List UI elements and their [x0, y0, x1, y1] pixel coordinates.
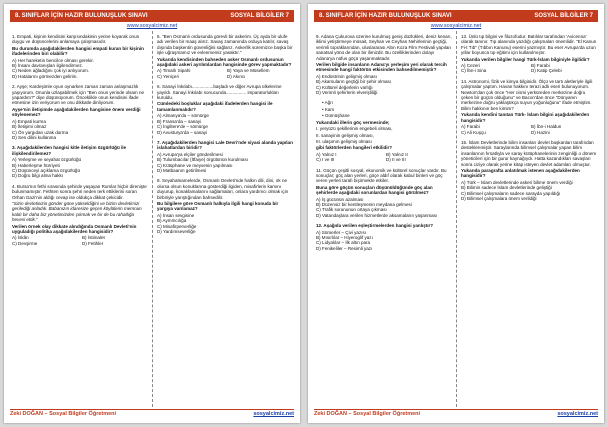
- option-d[interactable]: D) Doğru bilgi alma hakkı: [12, 173, 64, 179]
- question-10: [316, 100, 452, 162]
- option-a[interactable]: A) İskân: [12, 235, 29, 241]
- option-c[interactable]: C) İngiltere'de – sömürge: [157, 124, 208, 130]
- question-7: [157, 140, 293, 173]
- footer-site-link[interactable]: sosyalcimiz.net: [253, 411, 294, 417]
- option-c[interactable]: C) Lidyalılar – İlk altın para: [316, 240, 371, 246]
- option-d[interactable]: D) Sen dilini kullanma: [12, 134, 56, 140]
- option-b[interactable]: B) Farabi: [531, 63, 550, 69]
- option-d[interactable]: D) Vatandaşlara verilen hizmetlerde aksamaların yaşanması: [316, 212, 438, 218]
- question-text: 1. Empati, kişinin kendisini karşısındakinin yerine koyarak onun duygu ve düşüncelerini anlamaya çalışmasıdır.: [12, 34, 140, 45]
- option-d[interactable]: D) Fenikeliler – Resimli yazı: [316, 245, 373, 251]
- question-4: [12, 184, 148, 246]
- question-text: 9. Adana Çukurova üzerine kurulmuş geniş düzlükleri, deniz kenarı, iklimi yetiştirmeye müsait, Seyhan ve Ceyhan Nehirlerinin geçtiği, verimli topraklarından, uluslararası Altın Koza Film Festivali yapılan sanatsal yönü de olan bir ilimizdir. Bu özelliklerinden dolayı Adana'ya nüfus göçü yaşanmaktadır.: [316, 34, 452, 61]
- option-b[interactable]: B) İbn-i Haldun: [531, 124, 562, 130]
- question-stem: Ayşe'nin iletişimde aşağıdakilerden hangisine önem verdiği söylenemez?: [12, 106, 141, 118]
- option-b[interactable]: B) Yalnız II: [386, 151, 408, 157]
- subject-label: SOSYAL BİLGİLER 7: [534, 13, 593, 19]
- column-divider: [456, 31, 457, 407]
- option-c[interactable]: C) Devşirme: [12, 240, 38, 246]
- option-b[interactable]: B) Düzensiz bir kentleşmenin meydana gelmesi: [316, 201, 412, 207]
- column-2: [461, 34, 597, 406]
- option-b[interactable]: B) Yaya ve Müsellem: [227, 68, 270, 74]
- question-9: [316, 34, 452, 95]
- option-a[interactable]: A) Avrupa'ya elçiler gönderilmesi: [157, 151, 223, 157]
- option-a[interactable]: A) Cezeri: [461, 63, 480, 69]
- option-a[interactable]: A) Timarlı Sipahi: [157, 68, 191, 74]
- question-stem: Yukarıda paragrafta anlatılmak istenen aşağıdakilerden hangisidir?: [461, 167, 580, 179]
- question-stem: Bu durumda aşağıdakilerden hangisi empati kuran bir kişinin ifadelerinden biri olabilir?: [12, 45, 144, 57]
- reason-item: III. ulaşımın gelişmiş olması: [316, 138, 372, 144]
- question-text: 11. Göçün çeşitli sosyal, ekonomik ve kültürel sonuçlar vardır. Bu sonuçlar; göç alan yerleri, göçe aldıf olarak kabul binleri ve göç veren yerleri tarafı bişirmekte etkiler.: [316, 167, 447, 184]
- option-d[interactable]: D) Hatalarını görmezden gelirim.: [12, 73, 78, 79]
- column-1: [12, 34, 148, 406]
- exam-title: 8. SINIFLAR İÇİN HAZIR BULUNUŞLUK SINAVI: [15, 13, 148, 19]
- option-a[interactable]: A) Sümerler – Çivi yazısı: [316, 229, 367, 235]
- option-a[interactable]: A) Farabi: [461, 124, 480, 130]
- option-d[interactable]: D) Avusturya'da – sanayi: [157, 129, 208, 135]
- option-d[interactable]: D) Matbaanın getirilmesi: [157, 167, 207, 173]
- option-c[interactable]: C) Kütüphane ve meyvenin yapılması: [157, 162, 233, 168]
- page-right: [308, 4, 604, 423]
- option-d[interactable]: D) Bilimsel çalışmalara önem verildiği: [461, 195, 537, 201]
- option-a[interactable]: A) Yerleşme ve seyahat özgürlüğü: [12, 157, 82, 163]
- page-header: [314, 10, 598, 22]
- option-b[interactable]: B) Akarsuların geçtiği bir şehir olması: [316, 79, 392, 85]
- question-stem: Bu bilgilere göre Osmanlı halkıyla ilgili hangi konuda bir yargıya varılamaz?: [157, 200, 279, 212]
- question-14: [461, 79, 597, 135]
- option-b[interactable]: B) Bilimin sadece İslam devletlerinde geliştiği: [461, 185, 552, 191]
- question-stem: Buna göre göçün sonuçları düşünüldüğünde göç alan şehirlerde aşağıdaki sorunlardan hangisi görülmez?: [316, 184, 433, 196]
- option-d[interactable]: D) Hazini: [531, 129, 550, 135]
- subject-label: SOSYAL BİLGİLER 7: [230, 13, 289, 19]
- province-name: Ağrı: [324, 100, 333, 106]
- exam-title: 8. SINIFLAR İÇİN HAZIR BULUNUŞLUK SINAVI: [319, 13, 452, 19]
- option-c[interactable]: C) İbn-i Sina: [461, 68, 487, 74]
- question-5: [157, 34, 293, 79]
- question-text: 6. Sanayi İnkılabı.................başladı ve diğer Avrupa ülkelerine yayıldı. Sanayi İnkılabı sonucunda................ imparatorlukları kuruldu.: [157, 84, 282, 101]
- question-stem: 7. Aşağıdakilerden hangisi Lale Devri'nde siyasi alanda yapılan islahatlardan biridir?: [157, 139, 293, 151]
- option-b[interactable]: B) Aymmcılığa: [157, 218, 187, 224]
- option-a[interactable]: A) Türk – İslam devletlerinde askeri bilime önem verdiği: [461, 179, 573, 185]
- province-name: Kars: [324, 106, 335, 112]
- reason-item: II. sanayinin gelişmiş olması,: [316, 132, 374, 138]
- option-b[interactable]: B) Mısırlılar – Hiyeroglif yazı: [316, 235, 373, 240]
- site-link[interactable]: www.sosyalcimiz.net: [126, 23, 178, 29]
- question-12: [316, 223, 452, 251]
- option-b[interactable]: B) İstimalet: [82, 235, 105, 241]
- option-b[interactable]: B) Haberleşme hürriyeti: [12, 162, 60, 168]
- column-2: [157, 34, 293, 406]
- option-a[interactable]: A) Empati kurma: [12, 118, 46, 124]
- question-quote: "Sizin devletinizin gönder güne yükseldiğini ve bizim devletimizi gerilediği anladık. Babanızın idaresize geçen köylülerin memnun kaldı bir daha biz yönetimizden çıkmak ve bir de bu rahatlığa hevesi ettik.": [12, 200, 142, 223]
- question-text: 15. İslam Devletlerinde bilim insanları devlet başkanları tarafından desteklenmiştir. Saraylarında bilimsel çalışmalar yapan bilim insanlarının fırsatlıyla ve saray kütüphanelerinin zenginliği o dönem yöneticileri için bir gurur kaynağıydı. Hatta kazandıkları savaşları sonra ciziye olarak yerine kitap isteyen devlet adamları olmuştur.: [461, 139, 597, 167]
- option-c[interactable]: C) I ve III: [316, 157, 335, 163]
- question-text: 4. Bursa'nın fethi sırasında şehirde yaşayan Rumlar hiçbir direnişte bulunmamıştır. Fethten sonra şehri neden terk ettiklerini soran Orhan Gazi'nin aldığı cevap ise oldukça dikkat çekicidir.: [12, 183, 147, 200]
- question-text: 2. Ayşe; Kardeşimle oyun oynarken zaman zaman anlaşmazlık yaşıyorum. Onunla uzlaşabilmek için "Ben onun yerinde olsam ne yapardım?" diye düşünüyorum. Önceklikle onun kendisini ifade etmesine izin veriyorum ve onu dikkatle dinliyorum.: [12, 84, 145, 106]
- question-stem: Yukarıda verilen bilgiler hangi Türk-İslam bilginiyle ilgilidir?: [461, 56, 590, 62]
- question-text: 8. Seyahatnamelerde, Osmanlı Devleti'nde halkın dili, dini, ırk ne olursa olsun konuklarına gösterdiği ilgiden, misafirlerin kamını duyurup, konaklamalarını sağlamaları, onlara yardımcı olmak için birbiriyle yarıştığından bahsedilir.: [157, 178, 289, 200]
- question-8: [157, 178, 293, 234]
- list-item: • Ağrı: [322, 100, 333, 106]
- question-stem: Cümledeki boşluklar aşağıdaki ifadelerden hangisi ile tamamlanmalıdır?: [157, 101, 273, 112]
- question-6: [157, 84, 293, 135]
- option-b[interactable]: B) Fransa'da – sanayi: [157, 118, 202, 124]
- question-stem: 12. Aşağıda verilen eşleştirmelerden hangisi yanlıştır?: [316, 223, 434, 229]
- option-b[interactable]: B) İletişimi olmaz: [12, 124, 47, 130]
- option-d[interactable]: D) II ve III: [386, 157, 406, 163]
- page-footer: [314, 409, 598, 418]
- question-stem: 3. Aşağıdakilerden hangisi kitle iletişim özgürlüğü ile ilişkilendirilemez?: [12, 145, 127, 156]
- option-d[interactable]: D) Akıncı: [227, 73, 246, 79]
- page-footer: [10, 409, 294, 418]
- footer-site-link[interactable]: sosyalcimiz.net: [557, 411, 598, 417]
- question-11: [316, 168, 452, 219]
- footer-author: Zeki DOĞAN – Sosyal Bilgiler Öğretmeni: [10, 411, 117, 417]
- question-stem: gibi faktörlerden hangileri etkilidir?: [316, 145, 393, 151]
- list-item: • Kars: [322, 106, 335, 112]
- question-1: [12, 34, 148, 79]
- question-15: [461, 140, 597, 201]
- page-header: [10, 10, 294, 22]
- option-c[interactable]: C) Trafik sorununun ortaya çıkması: [316, 207, 387, 213]
- option-c[interactable]: C) Yeniçeri: [157, 73, 179, 79]
- question-13: [461, 34, 597, 74]
- province-name: Gümüşhane: [324, 113, 350, 119]
- question-text: 14. Astronomi, fizik ve kimya bilginidir. Ölçü ve tartı aletleriyle ilgili çalışmalar yaptım. Havan hakkını terazi adlı eseri bulunuyorum. Newton'dan çok önce "Her cismi yerküreden merkezine doğru çeken bir güçün olduğunu" ve Bacon'dan önce "Dünyanın merkezine doğru yaklaştıkça suyun yoğunluğunu" ifade etmiştim. Bilim hakkının ben kimim?: [461, 78, 593, 111]
- option-a[interactable]: A) Yalnız I: [316, 151, 337, 157]
- question-stem: Yukarıdaki illerin göç vermesinde;: [316, 119, 390, 125]
- option-a[interactable]: A) İnsan sevgisine: [157, 212, 195, 218]
- option-c[interactable]: C) Bilimsel çalışmaların sadece sarayda yapıldığı: [461, 190, 561, 196]
- option-c[interactable]: C) Ön yargıdan uzak durma: [12, 129, 69, 135]
- question-stem: Verilen örnek olay dikkate alındığında Osmanlı Devleti'nin uyguladığı politika aşağıdakilerden hangisidir?: [12, 223, 137, 234]
- list-item: • Gümüşhane: [322, 113, 350, 119]
- option-d[interactable]: D) Katip Çelebi: [531, 68, 562, 74]
- option-c[interactable]: C) Kültürel değerlerin varlığı: [316, 84, 373, 90]
- option-c[interactable]: C) Düşünceyi açıklama özgürlüğü: [12, 167, 80, 173]
- question-stem: Verilen bilgide insanların Adana'yı yerleşim yeri olarak tercih etmesinde hangi faktörün etkisinden bahsedilmemiştir?: [316, 62, 447, 73]
- question-3: [12, 145, 148, 178]
- question-stem: Yukarıda kendini tanıtan Türk- İslam bilgini aşağıdakilerden hangisidir?: [461, 112, 590, 123]
- option-a[interactable]: A) Her hareketin bencilce olması gerekir.: [12, 57, 94, 63]
- question-text: 13. Ünlü tıp bilgini ve filozofudur. Batılılar tarafından 'Avicenna' olarak tanınır. Tıp alanında yazdığı çalışmaları önemlidir. "El Kanun Fi-t Tıb" (Tıbbın Kanunu) eserini yazmıştır. Bu eser Avrupa'da uzun yıllar boyunca tıp eğitimi için kullanılmıştır.: [461, 34, 597, 56]
- question-2: [12, 84, 148, 140]
- question-stem: Yukarıda kendisinden bahseden asker Osmanlı ordusunun aşağıdaki askeri ayrılımlardan hangisinde görev yapmaktadır?: [157, 56, 292, 68]
- option-c[interactable]: C) Neden ağladığını çok iyi anlıyorum.: [12, 68, 90, 74]
- option-b[interactable]: B) Tulumbacılar (İtfaiye) örgütünün kurulması: [157, 157, 248, 163]
- reason-item: I. yeryüzü şekillerinin engebeli olması,: [316, 126, 393, 132]
- question-text: 5. "Ben Osmanlı ordusunda görevli bir askerim. Üç ayda bir ulufe adı verilen bir maaş alırız. Savaş zamanında orduya katılır, savaş dışında başkentin güvenliğini sağlarız. Askerlik süremizce başka bir işle uğraşmamız ve evlenmemiz yasaktır.": [157, 34, 293, 56]
- option-a[interactable]: A) Endüstrinin gelişmiş olması: [316, 73, 377, 79]
- site-link[interactable]: www.sosyalcimiz.net: [430, 23, 482, 29]
- option-d[interactable]: D) Verimli şehirlerin elverişliliği: [316, 90, 378, 96]
- option-c[interactable]: C) Misafirperverliğe: [157, 223, 197, 229]
- option-a[interactable]: A) Almanya'da – sömürge: [157, 113, 209, 119]
- option-b[interactable]: B) İnsanı davranışları ilgilendirmez.: [12, 63, 84, 69]
- option-c[interactable]: C) Ali Kuşçu: [461, 129, 486, 135]
- footer-author: Zeki DOĞAN – Sosyal Bilgiler Öğretmeni: [314, 411, 421, 417]
- option-d[interactable]: D) Fetihler: [82, 240, 104, 246]
- option-a[interactable]: A) İş gücünün azalması: [316, 196, 364, 202]
- page-left: [4, 4, 300, 423]
- column-divider: [152, 31, 153, 407]
- column-1: [316, 34, 452, 406]
- option-d[interactable]: D) Yardımseverliğe: [157, 229, 196, 234]
